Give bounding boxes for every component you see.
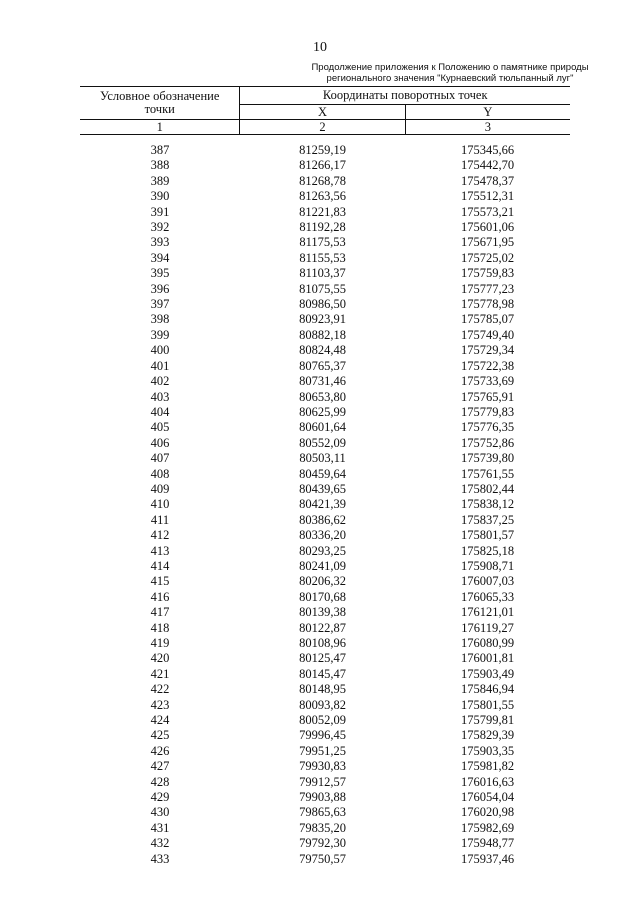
y-coordinate-cell: 176065,33	[461, 589, 515, 604]
point-id-cell: 392	[150, 220, 170, 235]
y-coordinate-cell: 175982,69	[461, 820, 515, 835]
x-coordinate-cell: 80882,18	[299, 327, 346, 342]
table-row	[80, 436, 570, 451]
y-coordinate-cell: 175722,38	[461, 358, 515, 373]
point-id-cell: 419	[150, 636, 170, 650]
table-body	[80, 135, 570, 868]
table-row	[80, 205, 570, 220]
x-coordinate-cell: 79903,88	[299, 790, 346, 805]
point-designation-header-line-2: точки	[144, 102, 175, 116]
table-row	[80, 158, 570, 173]
table-row	[80, 174, 570, 189]
y-coordinate-cell: 175903,35	[461, 743, 515, 758]
x-coordinate-cell: 79912,57	[299, 774, 346, 789]
y-coordinate-cell: 175778,98	[461, 297, 515, 312]
point-id-cell: 410	[150, 497, 170, 512]
x-coordinate-cell: 80439,65	[299, 481, 346, 496]
y-coordinate-cell: 175761,55	[461, 466, 515, 481]
y-coordinate-cell: 175442,70	[461, 158, 515, 173]
x-coordinate-cell: 81155,53	[299, 250, 346, 265]
y-coordinate-cell: 175776,35	[461, 420, 515, 435]
y-coordinate-cell: 176121,01	[461, 605, 515, 620]
point-id-cell: 409	[150, 481, 170, 496]
x-coordinate-cell: 80148,95	[299, 682, 346, 697]
x-coordinate-cell: 80421,39	[299, 497, 346, 512]
point-id-cell: 425	[150, 728, 170, 743]
table-row	[80, 374, 570, 389]
y-coordinate-cell: 175829,39	[461, 728, 515, 743]
y-coordinate-cell: 175846,94	[461, 682, 515, 697]
x-coordinate-cell: 80145,47	[299, 666, 346, 681]
x-coordinate-cell: 81175,53	[299, 235, 346, 250]
table-row	[80, 713, 570, 728]
x-coordinate-cell: 80122,87	[299, 620, 346, 635]
point-id-cell: 414	[150, 558, 170, 573]
y-coordinate-cell: 175785,07	[461, 312, 515, 327]
point-id-cell: 411	[150, 512, 170, 527]
table-row	[80, 220, 570, 235]
y-coordinate-cell: 175948,77	[461, 836, 515, 851]
header-note	[300, 62, 600, 84]
x-coordinate-cell: 81263,56	[299, 189, 346, 204]
x-coordinate-cell: 80386,62	[299, 512, 346, 527]
table-row	[80, 420, 570, 435]
table-row	[80, 636, 570, 651]
point-id-cell: 426	[150, 743, 170, 758]
table-header	[80, 87, 570, 135]
point-id-cell: 420	[150, 651, 170, 666]
point-id-cell: 391	[150, 204, 170, 219]
table-row	[80, 497, 570, 512]
y-coordinate-cell: 176016,63	[461, 774, 515, 789]
point-id-cell: 401	[150, 358, 170, 373]
x-coordinate-cell: 81192,28	[299, 220, 346, 235]
point-id-cell: 422	[150, 682, 170, 697]
y-coordinate-cell: 176080,99	[461, 636, 515, 650]
y-coordinate-cell: 175908,71	[461, 558, 515, 573]
y-coordinate-cell: 175802,44	[461, 481, 515, 496]
x-coordinate-cell: 81266,17	[299, 158, 346, 173]
table-row	[80, 467, 570, 482]
y-coordinate-cell: 175725,02	[461, 250, 515, 265]
x-coordinate-cell: 80052,09	[299, 713, 346, 728]
x-coordinate-cell: 80093,82	[299, 697, 346, 712]
point-id-cell: 427	[150, 759, 170, 774]
point-id-cell: 407	[150, 451, 170, 466]
y-coordinate-cell: 175777,23	[461, 281, 515, 296]
x-coordinate-cell: 81268,78	[299, 173, 346, 188]
point-id-cell: 418	[150, 620, 170, 635]
point-id-cell: 390	[150, 189, 170, 204]
table-row	[80, 328, 570, 343]
x-coordinate-cell: 80503,11	[299, 451, 346, 466]
table-row	[80, 775, 570, 790]
x-coordinate-cell: 79750,57	[299, 851, 346, 866]
point-id-cell: 424	[150, 713, 170, 728]
y-coordinate-cell: 175752,86	[461, 435, 515, 450]
table-row	[80, 574, 570, 589]
y-coordinate-cell: 175801,57	[461, 528, 515, 543]
y-header: Y	[405, 105, 570, 120]
table-row	[80, 451, 570, 466]
x-coordinate-cell: 80206,32	[299, 574, 346, 589]
x-coordinate-cell: 80625,99	[299, 404, 346, 419]
coordinates-table	[80, 86, 570, 867]
x-coordinate-cell: 80986,50	[299, 297, 346, 312]
table-row	[80, 390, 570, 405]
header-note-line-2: регионального значения "Курнаевский тюльпанный луг"	[326, 73, 574, 84]
table-row	[80, 312, 570, 327]
table-row	[80, 698, 570, 713]
x-coordinate-cell: 81103,37	[299, 266, 346, 281]
point-id-cell: 399	[150, 327, 170, 342]
table-row	[80, 651, 570, 666]
point-id-cell: 387	[150, 143, 170, 157]
point-id-cell: 388	[150, 158, 170, 173]
x-coordinate-cell: 80552,09	[299, 435, 346, 450]
point-id-cell: 396	[150, 281, 170, 296]
point-id-cell: 402	[150, 374, 170, 389]
y-coordinate-cell: 175759,83	[461, 266, 515, 281]
table-row	[80, 544, 570, 559]
point-id-cell: 398	[150, 312, 170, 327]
point-id-cell: 423	[150, 697, 170, 712]
point-id-cell: 433	[150, 851, 170, 866]
y-coordinate-cell: 176054,04	[461, 790, 515, 805]
table-row	[80, 559, 570, 574]
y-coordinate-cell: 175801,55	[461, 697, 515, 712]
point-id-cell: 395	[150, 266, 170, 281]
x-coordinate-cell: 79930,83	[299, 759, 346, 774]
point-id-cell: 431	[150, 820, 170, 835]
x-coordinate-cell: 80731,46	[299, 374, 346, 389]
table-row	[80, 189, 570, 204]
x-coordinate-cell: 81075,55	[299, 281, 346, 296]
table-row	[80, 135, 570, 159]
point-id-cell: 389	[150, 173, 170, 188]
x-coordinate-cell: 80923,91	[299, 312, 346, 327]
table-row	[80, 251, 570, 266]
table-row	[80, 343, 570, 358]
y-coordinate-cell: 176001,81	[461, 651, 515, 666]
y-coordinate-cell: 175739,80	[461, 451, 515, 466]
x-coordinate-cell: 80459,64	[299, 466, 346, 481]
y-coordinate-cell: 175799,81	[461, 713, 515, 728]
table-row	[80, 482, 570, 497]
y-coordinate-cell: 175512,31	[461, 189, 515, 204]
table-row	[80, 728, 570, 743]
y-coordinate-cell: 175478,37	[461, 173, 515, 188]
table-row	[80, 805, 570, 820]
point-id-cell: 397	[150, 297, 170, 312]
table-row	[80, 235, 570, 250]
x-coordinate-cell: 80108,96	[299, 636, 346, 650]
x-header: X	[240, 105, 405, 120]
point-id-cell: 404	[150, 404, 170, 419]
coordinates-group-header: Координаты поворотных точек	[240, 87, 570, 105]
y-coordinate-cell: 175749,40	[461, 327, 515, 342]
point-id-cell: 405	[150, 420, 170, 435]
x-coordinate-cell: 80170,68	[299, 589, 346, 604]
y-coordinate-cell: 176007,03	[461, 574, 515, 589]
point-id-cell: 417	[150, 605, 170, 620]
point-designation-header-line-1: Условное обозначение	[100, 89, 220, 103]
table-row	[80, 513, 570, 528]
table-row	[80, 821, 570, 836]
table-row	[80, 266, 570, 281]
table-row	[80, 852, 570, 867]
table-row	[80, 744, 570, 759]
x-coordinate-cell: 80139,38	[299, 605, 346, 620]
table-row	[80, 282, 570, 297]
y-coordinate-cell: 175733,69	[461, 374, 515, 389]
x-coordinate-cell: 79835,20	[299, 820, 346, 835]
x-coordinate-cell: 80824,48	[299, 343, 346, 358]
x-coordinate-cell: 80765,37	[299, 358, 346, 373]
point-id-cell: 403	[150, 389, 170, 404]
x-coordinate-cell: 80601,64	[299, 420, 346, 435]
y-coordinate-cell: 175937,46	[461, 851, 515, 866]
point-id-cell: 430	[150, 805, 170, 820]
point-id-cell: 415	[150, 574, 170, 589]
y-coordinate-cell: 175729,34	[461, 343, 515, 358]
y-coordinate-cell: 175765,91	[461, 389, 515, 404]
column-number-3: 3	[405, 120, 570, 135]
column-number-1: 1	[80, 120, 240, 135]
x-coordinate-cell: 79951,25	[299, 743, 346, 758]
y-coordinate-cell: 175825,18	[461, 543, 515, 558]
table-row	[80, 359, 570, 374]
x-coordinate-cell: 79865,63	[299, 805, 346, 820]
table-row	[80, 405, 570, 420]
x-coordinate-cell: 80653,80	[299, 389, 346, 404]
x-coordinate-cell: 80336,20	[299, 528, 346, 543]
y-coordinate-cell: 175779,83	[461, 404, 515, 419]
table-row	[80, 297, 570, 312]
table-row	[80, 682, 570, 697]
point-id-cell: 412	[150, 528, 170, 543]
table-row	[80, 621, 570, 636]
point-id-cell: 408	[150, 466, 170, 481]
point-id-cell: 400	[150, 343, 170, 358]
y-coordinate-cell: 176119,27	[461, 620, 514, 635]
x-coordinate-cell: 79996,45	[299, 728, 346, 743]
table-row	[80, 528, 570, 543]
y-coordinate-cell: 175573,21	[461, 204, 515, 219]
page-number: 10	[313, 40, 327, 55]
y-coordinate-cell: 175903,49	[461, 666, 515, 681]
y-coordinate-cell: 175981,82	[461, 759, 515, 774]
point-id-cell: 432	[150, 836, 170, 851]
y-coordinate-cell: 175671,95	[461, 235, 515, 250]
point-id-cell: 394	[150, 250, 170, 265]
point-id-cell: 413	[150, 543, 170, 558]
x-coordinate-cell: 80293,25	[299, 543, 346, 558]
point-id-cell: 428	[150, 774, 170, 789]
y-coordinate-cell: 175838,12	[461, 497, 515, 512]
point-id-cell: 416	[150, 589, 170, 604]
table-row	[80, 759, 570, 774]
point-id-cell: 421	[150, 666, 170, 681]
table-row	[80, 836, 570, 851]
y-coordinate-cell: 176020,98	[461, 805, 515, 820]
y-coordinate-cell: 175837,25	[461, 512, 515, 527]
table-row	[80, 667, 570, 682]
header-note-line-1: Продолжение приложения к Положению о памятнике природы	[311, 62, 589, 73]
x-coordinate-cell: 81259,19	[299, 143, 346, 157]
y-coordinate-cell: 175601,06	[461, 220, 515, 235]
table-row	[80, 605, 570, 620]
x-coordinate-cell: 79792,30	[299, 836, 346, 851]
column-number-2: 2	[240, 120, 405, 135]
point-designation-header	[80, 87, 240, 120]
point-id-cell: 406	[150, 435, 170, 450]
table-row	[80, 590, 570, 605]
y-coordinate-cell: 175345,66	[461, 143, 515, 157]
x-coordinate-cell: 81221,83	[299, 204, 346, 219]
table-row	[80, 790, 570, 805]
x-coordinate-cell: 80241,09	[299, 558, 346, 573]
point-id-cell: 429	[150, 790, 170, 805]
x-coordinate-cell: 80125,47	[299, 651, 346, 666]
point-id-cell: 393	[150, 235, 170, 250]
